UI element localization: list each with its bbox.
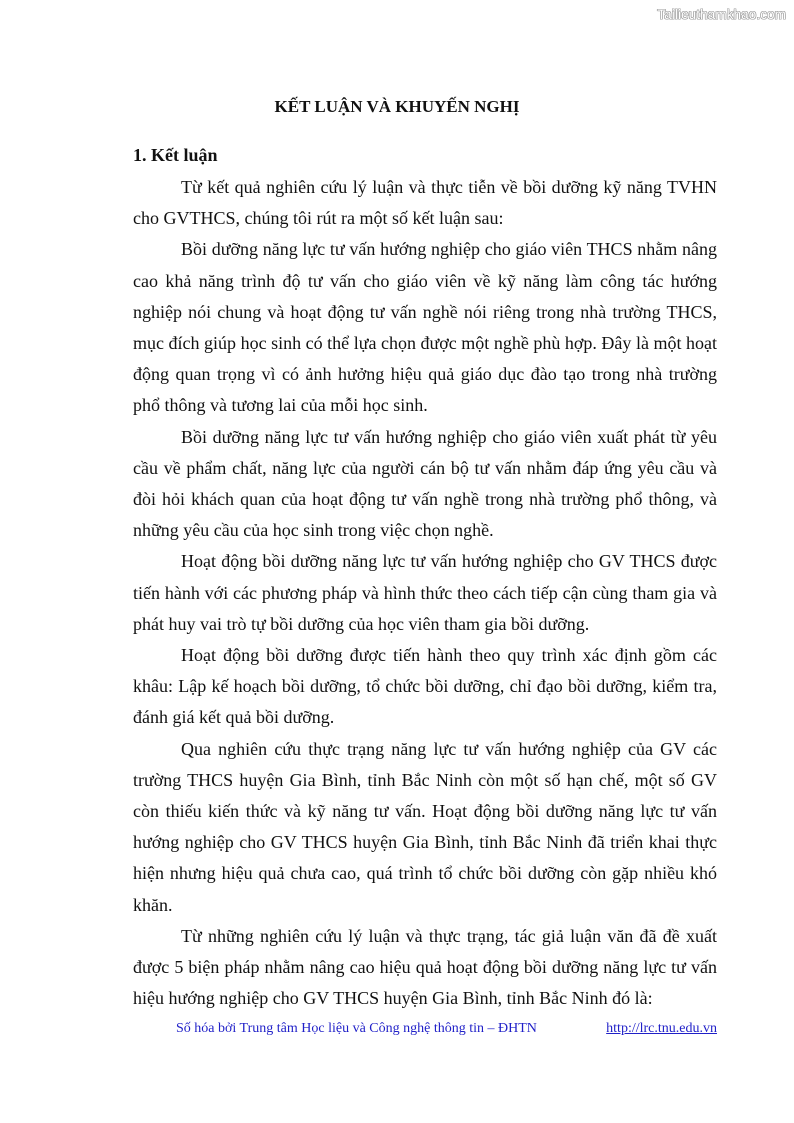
footer-credit: Số hóa bởi Trung tâm Học liệu và Công nghệ thông tin – ĐHTN	[176, 1021, 537, 1036]
page-title: KẾT LUẬN VÀ KHUYẾN NGHỊ	[274, 97, 520, 116]
footer-link[interactable]: http://lrc.tnu.edu.vn	[606, 1021, 717, 1036]
section-heading: 1. Kết luận	[133, 145, 218, 165]
paragraph: Hoạt động bồi dưỡng được tiến hành theo quy trình xác định gồm các khâu: Lập kế hoạch bồi dưỡng, tổ chức bồi dưỡng, chỉ đạo bồi dưỡng, kiểm tra, đánh giá kết quả bồi dưỡng.	[133, 645, 717, 728]
paragraph: Bồi dưỡng năng lực tư vấn hướng nghiệp cho giáo viên THCS nhằm nâng cao khả năng trình độ tư vấn cho giáo viên về kỹ năng làm công tác hướng nghiệp nói chung và hoạt động tư vấn nghề nói riêng trong nhà trường THCS, mục đích giúp học sinh có thể lựa chọn được một nghề phù hợp. Đây là một hoạt động quan trọng vì có ảnh hưởng hiệu quả giáo dục đào tạo trong nhà trường phổ thông và tương lai của mỗi học sinh.	[133, 239, 717, 416]
body-text	[133, 172, 717, 1014]
paragraph: Qua nghiên cứu thực trạng năng lực tư vấn hướng nghiệp của GV các trường THCS huyện Gia Bình, tỉnh Bắc Ninh còn một số hạn chế, một số GV còn thiếu kiến thức và kỹ năng tư vấn. Hoạt động bồi dưỡng năng lực tư vấn hướng nghiệp cho GV THCS huyện Gia Bình, tỉnh Bắc Ninh đã triển khai thực hiện nhưng hiệu quả chưa cao, quá trình tổ chức bồi dưỡng còn gặp nhiều khó khăn.	[133, 738, 717, 915]
paragraph: Hoạt động bồi dưỡng năng lực tư vấn hướng nghiệp cho GV THCS được tiến hành với các phương pháp và hình thức theo cách tiếp cận cùng tham gia và phát huy vai trò tự bồi dưỡng của học viên tham gia bồi dưỡng.	[133, 551, 717, 634]
paragraph: Bồi dưỡng năng lực tư vấn hướng nghiệp cho giáo viên xuất phát từ yêu cầu về phẩm chất, năng lực của người cán bộ tư vấn nhằm đáp ứng yêu cầu và đòi hỏi khách quan của hoạt động tư vấn nghề trong nhà trường phổ thông, và những yêu cầu của học sinh trong việc chọn nghề.	[133, 426, 717, 541]
paragraph: Từ kết quả nghiên cứu lý luận và thực tiễn về bồi dưỡng kỹ năng TVHN cho GVTHCS, chúng tôi rút ra một số kết luận sau:	[133, 177, 717, 229]
paragraph: Từ những nghiên cứu lý luận và thực trạng, tác giả luận văn đã đề xuất được 5 biện pháp nhằm nâng cao hiệu quả hoạt động bồi dưỡng năng lực tư vấn hiệu hướng nghiệp cho GV THCS huyện Gia Bình, tỉnh Bắc Ninh đó là:	[133, 925, 717, 1009]
watermark: Tailieuthamkhao.com	[657, 7, 786, 22]
